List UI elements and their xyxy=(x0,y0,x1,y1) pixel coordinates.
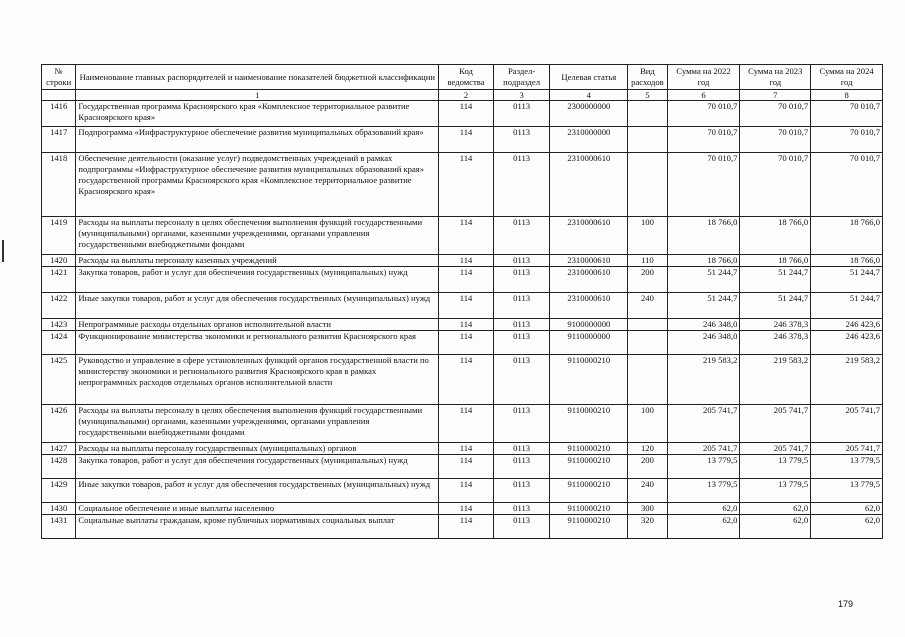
row-number-cell: 1430 xyxy=(42,503,76,515)
section-cell: 0113 xyxy=(493,405,550,443)
sum-2022-cell: 51 244,7 xyxy=(667,293,740,319)
sum-2024-cell: 205 741,7 xyxy=(811,443,883,455)
expense-type-cell xyxy=(628,319,667,331)
sum-2022-cell: 70 010,7 xyxy=(667,127,740,153)
row-number-cell: 1420 xyxy=(42,255,76,267)
header-section: Раздел-подраздел xyxy=(493,65,550,90)
sum-2023-cell: 70 010,7 xyxy=(740,101,811,127)
table-row xyxy=(42,101,883,127)
target-article-cell: 2310000000 xyxy=(550,127,628,153)
sum-2024-cell: 246 423,6 xyxy=(811,319,883,331)
sum-2024-cell: 13 779,5 xyxy=(811,479,883,503)
row-name-cell: Иные закупки товаров, работ и услуг для обеспечения государственных (муниципальных) нужд xyxy=(76,293,439,319)
sum-2023-cell: 70 010,7 xyxy=(740,127,811,153)
row-name-cell: Закупка товаров, работ и услуг для обеспечения государственных (муниципальных) нужд xyxy=(76,455,439,479)
sum-2024-cell: 70 010,7 xyxy=(811,127,883,153)
table-row xyxy=(42,319,883,331)
row-name-cell: Расходы на выплаты персоналу в целях обеспечения выполнения функций государственными (муниципальными) органами, казенными учреждениями, органами управления государственными внебюджетными фондами xyxy=(76,217,439,255)
row-name-cell: Социальное обеспечение и иные выплаты населению xyxy=(76,503,439,515)
sum-2022-cell: 205 741,7 xyxy=(667,443,740,455)
sum-2022-cell: 219 583,2 xyxy=(667,355,740,405)
sum-2024-cell: 246 423,6 xyxy=(811,331,883,355)
header-row-number: № строки xyxy=(42,65,76,90)
margin-mark xyxy=(2,240,4,262)
target-article-cell: 2310000610 xyxy=(550,153,628,217)
sum-2023-cell: 205 741,7 xyxy=(740,405,811,443)
section-cell: 0113 xyxy=(493,153,550,217)
dept-code-cell: 114 xyxy=(439,455,494,479)
row-number-cell: 1426 xyxy=(42,405,76,443)
column-number: 1 xyxy=(76,90,439,101)
table-row xyxy=(42,267,883,293)
column-number: 2 xyxy=(439,90,494,101)
row-name-cell: Расходы на выплаты персоналу казенных учреждений xyxy=(76,255,439,267)
row-number-cell: 1427 xyxy=(42,443,76,455)
sum-2023-cell: 205 741,7 xyxy=(740,443,811,455)
row-number-cell: 1424 xyxy=(42,331,76,355)
target-article-cell: 2310000610 xyxy=(550,217,628,255)
sum-2023-cell: 246 378,3 xyxy=(740,319,811,331)
sum-2024-cell: 13 779,5 xyxy=(811,455,883,479)
dept-code-cell: 114 xyxy=(439,503,494,515)
dept-code-cell: 114 xyxy=(439,355,494,405)
sum-2024-cell: 51 244,7 xyxy=(811,293,883,319)
target-article-cell: 9110000210 xyxy=(550,479,628,503)
dept-code-cell: 114 xyxy=(439,479,494,503)
sum-2022-cell: 70 010,7 xyxy=(667,101,740,127)
sum-2024-cell: 62,0 xyxy=(811,503,883,515)
expense-type-cell xyxy=(628,101,667,127)
page-number: 179 xyxy=(837,599,853,609)
target-article-cell: 2310000610 xyxy=(550,293,628,319)
column-number-row xyxy=(42,90,883,101)
header-target-article: Целевая статья xyxy=(550,65,628,90)
expense-type-cell: 200 xyxy=(628,455,667,479)
sum-2022-cell: 18 766,0 xyxy=(667,255,740,267)
sum-2022-cell: 246 348,0 xyxy=(667,319,740,331)
expense-type-cell: 100 xyxy=(628,217,667,255)
expense-type-cell: 320 xyxy=(628,515,667,539)
row-name-cell: Непрограммные расходы отдельных органов исполнительной власти xyxy=(76,319,439,331)
expense-type-cell: 200 xyxy=(628,267,667,293)
sum-2022-cell: 62,0 xyxy=(667,515,740,539)
sum-2023-cell: 62,0 xyxy=(740,503,811,515)
table-row xyxy=(42,455,883,479)
sum-2022-cell: 13 779,5 xyxy=(667,455,740,479)
row-name-cell: Иные закупки товаров, работ и услуг для обеспечения государственных (муниципальных) нужд xyxy=(76,479,439,503)
sum-2022-cell: 13 779,5 xyxy=(667,479,740,503)
dept-code-cell: 114 xyxy=(439,443,494,455)
target-article-cell: 9110000210 xyxy=(550,503,628,515)
table-row xyxy=(42,405,883,443)
column-number: 7 xyxy=(740,90,811,101)
expense-type-cell: 120 xyxy=(628,443,667,455)
row-name-cell: Расходы на выплаты персоналу государственных (муниципальных) органов xyxy=(76,443,439,455)
sum-2023-cell: 13 779,5 xyxy=(740,455,811,479)
section-cell: 0113 xyxy=(493,455,550,479)
section-cell: 0113 xyxy=(493,255,550,267)
header-name: Наименование главных распорядителей и наименование показателей бюджетной классификации xyxy=(76,65,439,90)
dept-code-cell: 114 xyxy=(439,515,494,539)
section-cell: 0113 xyxy=(493,101,550,127)
sum-2024-cell: 219 583,2 xyxy=(811,355,883,405)
section-cell: 0113 xyxy=(493,217,550,255)
row-name-cell: Расходы на выплаты персоналу в целях обеспечения выполнения функций государственными (муниципальными) органами, казенными учреждениями, органами управления государственными внебюджетными фондами xyxy=(76,405,439,443)
table-row xyxy=(42,127,883,153)
row-number-cell: 1422 xyxy=(42,293,76,319)
section-cell: 0113 xyxy=(493,267,550,293)
row-number-cell: 1419 xyxy=(42,217,76,255)
table-header-row xyxy=(42,65,883,90)
table-row xyxy=(42,153,883,217)
sum-2023-cell: 18 766,0 xyxy=(740,255,811,267)
dept-code-cell: 114 xyxy=(439,405,494,443)
target-article-cell: 2300000000 xyxy=(550,101,628,127)
sum-2023-cell: 70 010,7 xyxy=(740,153,811,217)
column-number: 5 xyxy=(628,90,667,101)
row-name-cell: Государственная программа Красноярского края «Комплексное территориальное развитие Красноярского края» xyxy=(76,101,439,127)
dept-code-cell: 114 xyxy=(439,293,494,319)
sum-2023-cell: 246 378,3 xyxy=(740,331,811,355)
header-sum-2024: Сумма на 2024 год xyxy=(811,65,883,90)
column-number: 8 xyxy=(811,90,883,101)
sum-2023-cell: 13 779,5 xyxy=(740,479,811,503)
sum-2022-cell: 246 348,0 xyxy=(667,331,740,355)
sum-2022-cell: 205 741,7 xyxy=(667,405,740,443)
sum-2023-cell: 51 244,7 xyxy=(740,293,811,319)
dept-code-cell: 114 xyxy=(439,267,494,293)
table-row xyxy=(42,443,883,455)
sum-2024-cell: 205 741,7 xyxy=(811,405,883,443)
row-number-cell: 1421 xyxy=(42,267,76,293)
target-article-cell: 2310000610 xyxy=(550,255,628,267)
target-article-cell: 9110000210 xyxy=(550,355,628,405)
row-name-cell: Социальные выплаты гражданам, кроме публичных нормативных социальных выплат xyxy=(76,515,439,539)
expense-type-cell: 110 xyxy=(628,255,667,267)
row-number-cell: 1423 xyxy=(42,319,76,331)
sum-2024-cell: 70 010,7 xyxy=(811,153,883,217)
sum-2024-cell: 18 766,0 xyxy=(811,255,883,267)
column-number-empty xyxy=(42,90,76,101)
row-name-cell: Закупка товаров, работ и услуг для обеспечения государственных (муниципальных) нужд xyxy=(76,267,439,293)
table-row xyxy=(42,355,883,405)
section-cell: 0113 xyxy=(493,515,550,539)
sum-2022-cell: 70 010,7 xyxy=(667,153,740,217)
table-row xyxy=(42,217,883,255)
dept-code-cell: 114 xyxy=(439,319,494,331)
column-number: 3 xyxy=(493,90,550,101)
expense-type-cell: 240 xyxy=(628,479,667,503)
sum-2024-cell: 70 010,7 xyxy=(811,101,883,127)
sum-2023-cell: 18 766,0 xyxy=(740,217,811,255)
expense-type-cell xyxy=(628,355,667,405)
expense-type-cell: 240 xyxy=(628,293,667,319)
sum-2023-cell: 62,0 xyxy=(740,515,811,539)
column-number: 4 xyxy=(550,90,628,101)
dept-code-cell: 114 xyxy=(439,153,494,217)
expense-type-cell: 300 xyxy=(628,503,667,515)
row-number-cell: 1425 xyxy=(42,355,76,405)
row-number-cell: 1417 xyxy=(42,127,76,153)
section-cell: 0113 xyxy=(493,479,550,503)
section-cell: 0113 xyxy=(493,293,550,319)
target-article-cell: 9110000000 xyxy=(550,331,628,355)
expense-type-cell xyxy=(628,127,667,153)
expense-type-cell xyxy=(628,153,667,217)
sum-2023-cell: 51 244,7 xyxy=(740,267,811,293)
section-cell: 0113 xyxy=(493,127,550,153)
sum-2022-cell: 62,0 xyxy=(667,503,740,515)
header-expense-type: Вид расходов xyxy=(628,65,667,90)
dept-code-cell: 114 xyxy=(439,331,494,355)
table-row xyxy=(42,515,883,539)
header-dept-code: Код ведомства xyxy=(439,65,494,90)
dept-code-cell: 114 xyxy=(439,127,494,153)
row-name-cell: Функционирование министерства экономики и регионального развития Красноярского края xyxy=(76,331,439,355)
header-sum-2023: Сумма на 2023 год xyxy=(740,65,811,90)
column-number: 6 xyxy=(667,90,740,101)
header-sum-2022: Сумма на 2022 год xyxy=(667,65,740,90)
row-number-cell: 1429 xyxy=(42,479,76,503)
row-number-cell: 1431 xyxy=(42,515,76,539)
row-name-cell: Обеспечение деятельности (оказание услуг) подведомственных учреждений в рамках подпрограммы «Инфраструктурное обеспечение развития муниципальных образований края» государственной программы Красноярского края «Комплексное территориальное развитие Красноярского края» xyxy=(76,153,439,217)
dept-code-cell: 114 xyxy=(439,217,494,255)
expense-type-cell xyxy=(628,331,667,355)
target-article-cell: 9110000210 xyxy=(550,515,628,539)
table-row xyxy=(42,331,883,355)
section-cell: 0113 xyxy=(493,503,550,515)
row-name-cell: Подпрограмма «Инфраструктурное обеспечение развития муниципальных образований края» xyxy=(76,127,439,153)
sum-2024-cell: 51 244,7 xyxy=(811,267,883,293)
section-cell: 0113 xyxy=(493,443,550,455)
sum-2024-cell: 18 766,0 xyxy=(811,217,883,255)
table-row xyxy=(42,255,883,267)
sum-2023-cell: 219 583,2 xyxy=(740,355,811,405)
target-article-cell: 9110000210 xyxy=(550,455,628,479)
section-cell: 0113 xyxy=(493,355,550,405)
table-row xyxy=(42,293,883,319)
sum-2024-cell: 62,0 xyxy=(811,515,883,539)
dept-code-cell: 114 xyxy=(439,255,494,267)
row-number-cell: 1418 xyxy=(42,153,76,217)
table-row xyxy=(42,503,883,515)
target-article-cell: 9110000210 xyxy=(550,443,628,455)
table-row xyxy=(42,479,883,503)
expense-type-cell: 100 xyxy=(628,405,667,443)
target-article-cell: 9110000210 xyxy=(550,405,628,443)
row-number-cell: 1416 xyxy=(42,101,76,127)
row-number-cell: 1428 xyxy=(42,455,76,479)
target-article-cell: 9100000000 xyxy=(550,319,628,331)
sum-2022-cell: 18 766,0 xyxy=(667,217,740,255)
section-cell: 0113 xyxy=(493,319,550,331)
table-body xyxy=(42,101,883,539)
section-cell: 0113 xyxy=(493,331,550,355)
budget-table xyxy=(41,64,883,539)
target-article-cell: 2310000610 xyxy=(550,267,628,293)
dept-code-cell: 114 xyxy=(439,101,494,127)
row-name-cell: Руководство и управление в сфере установленных функций органов государственной власти по министерству экономики и регионального развития Красноярского края в рамках непрограммных расходов отдельных органов исполнительной власти xyxy=(76,355,439,405)
sum-2022-cell: 51 244,7 xyxy=(667,267,740,293)
